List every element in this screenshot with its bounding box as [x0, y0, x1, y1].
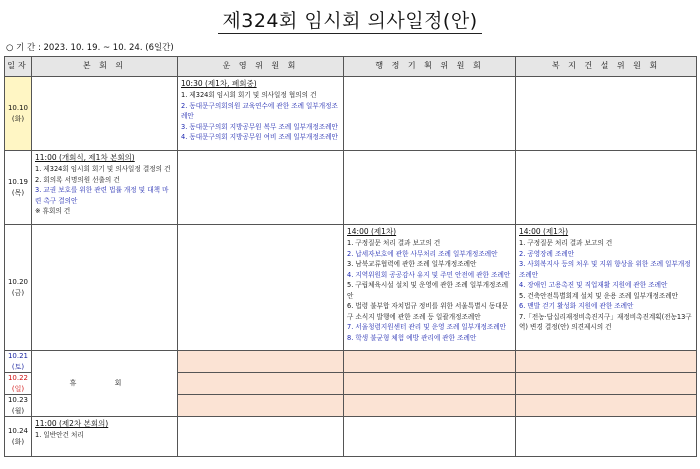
date-cell: 10.19 (목)	[5, 151, 32, 225]
recess-admin	[344, 395, 516, 417]
agenda-item: 3. 남북교류협력에 관한 조례 일부개정조례안	[347, 260, 477, 268]
agenda-item: 1. 일반안건 처리	[35, 431, 84, 439]
agenda-item: 7.「전농·답십리재정비촉진지구」재정비촉진계획(전농13구역) 변경 결정(안) 의견제시의 건	[519, 312, 692, 331]
recess-welfare	[516, 351, 697, 373]
agenda-item: 1. 구정질문 처리 결과 보고의 건	[347, 239, 441, 247]
agenda-list	[32, 430, 177, 441]
row-1024	[5, 417, 697, 457]
plenary-cell	[32, 225, 178, 351]
header-date: 일자	[5, 57, 32, 77]
welfare-cell	[516, 151, 697, 225]
header-plenary: 본 회 의	[32, 57, 178, 77]
page-title: 제324회 임시회 의사일정(안)	[0, 6, 700, 33]
steering-cell	[178, 417, 344, 457]
agenda-item: 6. 법령 불부합 자치법규 정비를 위한 서울특별시 동대문구 소식지 발행에 관한 조례 등 일괄개정조례안	[347, 302, 509, 321]
recess-admin	[344, 373, 516, 395]
agenda-item: 1. 제324회 임시회 회기 및 의사일정 협의의 건	[181, 91, 317, 99]
date-cell: 10.20 (금)	[5, 225, 32, 351]
admin-cell	[344, 225, 516, 351]
admin-cell	[344, 77, 516, 151]
agenda-item: 1. 제324회 임시회 회기 및 의사일정 결정의 건	[35, 165, 171, 173]
steering-cell	[178, 151, 344, 225]
date-cell: 10.22 (일)	[5, 373, 32, 395]
agenda-item: 5. 건축안전특별회계 설치 및 운용 조례 일부개정조례안	[519, 291, 678, 300]
header-welfare: 복 지 건 설 위 원 회	[516, 57, 697, 77]
recess-steering	[178, 395, 344, 417]
agenda-list	[32, 164, 177, 217]
welfare-cell	[516, 417, 697, 457]
agenda-list	[516, 238, 696, 333]
agenda-item: 4. 장애인 고용촉진 및 직업재활 지원에 관한 조례안	[519, 281, 668, 289]
event-title: 14:00 (제1차)	[347, 227, 397, 236]
agenda-list	[344, 238, 515, 343]
date-cell: 10.24 (화)	[5, 417, 32, 457]
row-1010	[5, 77, 697, 151]
welfare-cell	[516, 77, 697, 151]
header-admin: 행 정 기 획 위 원 회	[344, 57, 516, 77]
event-title: 11:00 (제2차 본회의)	[35, 419, 109, 428]
agenda-item: 5. 구립체육시설 설치 및 운영에 관한 조례 일부개정조례안	[347, 281, 509, 300]
event-title: 14:00 (제1차)	[519, 227, 569, 236]
steering-cell	[178, 77, 344, 151]
agenda-item: 4. 동대문구의회 지방공무원 여비 조례 일부개정조례안	[181, 133, 338, 141]
row-1021	[5, 351, 697, 373]
agenda-item: 8. 학생 불균형 체험 예방 관리에 관한 조례안	[347, 333, 477, 342]
agenda-item: 2. 동대문구의회의원 교육연수에 관한 조례 일부개정조례안	[181, 101, 338, 120]
plenary-cell	[32, 151, 178, 225]
row-1019	[5, 151, 697, 225]
agenda-item: ※ 휴회의 건	[35, 207, 71, 215]
session-period: ○ 기 간 : 2023. 10. 19. ~ 10. 24. (6일간)	[6, 43, 174, 53]
event-title: 10:30 (제1차, 폐회중)	[181, 79, 257, 88]
welfare-cell	[516, 225, 697, 351]
agenda-item: 6. 맨발 걷기 활성화 지원에 관한 조례안	[519, 302, 634, 310]
date-cell: 10.23 (월)	[5, 395, 32, 417]
date-cell: 10.21 (토)	[5, 351, 32, 373]
schedule-table	[4, 56, 697, 457]
agenda-item: 1. 구정질문 처리 결과 보고의 건	[519, 239, 613, 247]
agenda-item: 3. 교권 보호를 위한 관련 법률 개정 및 대책 마련 촉구 결의안	[35, 186, 169, 205]
agenda-item: 4. 지역위원회 공공감사 유지 및 주민 안전에 관한 조례안	[347, 270, 511, 279]
agenda-list	[178, 90, 343, 143]
agenda-item: 2. 납세자보호에 관한 사무처리 조례 일부개정조례안	[347, 249, 498, 258]
recess-welfare	[516, 395, 697, 417]
agenda-item: 3. 동대문구의회 지방공무원 복무 조례 일부개정조례안	[181, 122, 338, 131]
admin-cell	[344, 151, 516, 225]
row-1020	[5, 225, 697, 351]
plenary-cell	[32, 417, 178, 457]
plenary-cell	[32, 77, 178, 151]
steering-cell	[178, 225, 344, 351]
agenda-item: 2. 회의록 서명의원 선출의 건	[35, 175, 120, 184]
recess-welfare	[516, 373, 697, 395]
admin-cell	[344, 417, 516, 457]
date-cell: 10.10 (화)	[5, 77, 32, 151]
recess-cell: 휴 회	[32, 351, 178, 417]
header-row	[5, 57, 697, 77]
agenda-item: 2. 공영장례 조례안	[519, 249, 575, 258]
agenda-item: 3. 사회복지사 등의 처우 및 지위 향상을 위한 조례 일부개정조례안	[519, 260, 691, 279]
recess-steering	[178, 351, 344, 373]
recess-admin	[344, 351, 516, 373]
recess-steering	[178, 373, 344, 395]
header-steering: 운 영 위 원 회	[178, 57, 344, 77]
agenda-item: 7. 서울청렴지원센터 관리 및 운영 조례 일부개정조례안	[347, 323, 506, 331]
event-title: 11:00 (개회식, 제1차 본회의)	[35, 153, 135, 162]
